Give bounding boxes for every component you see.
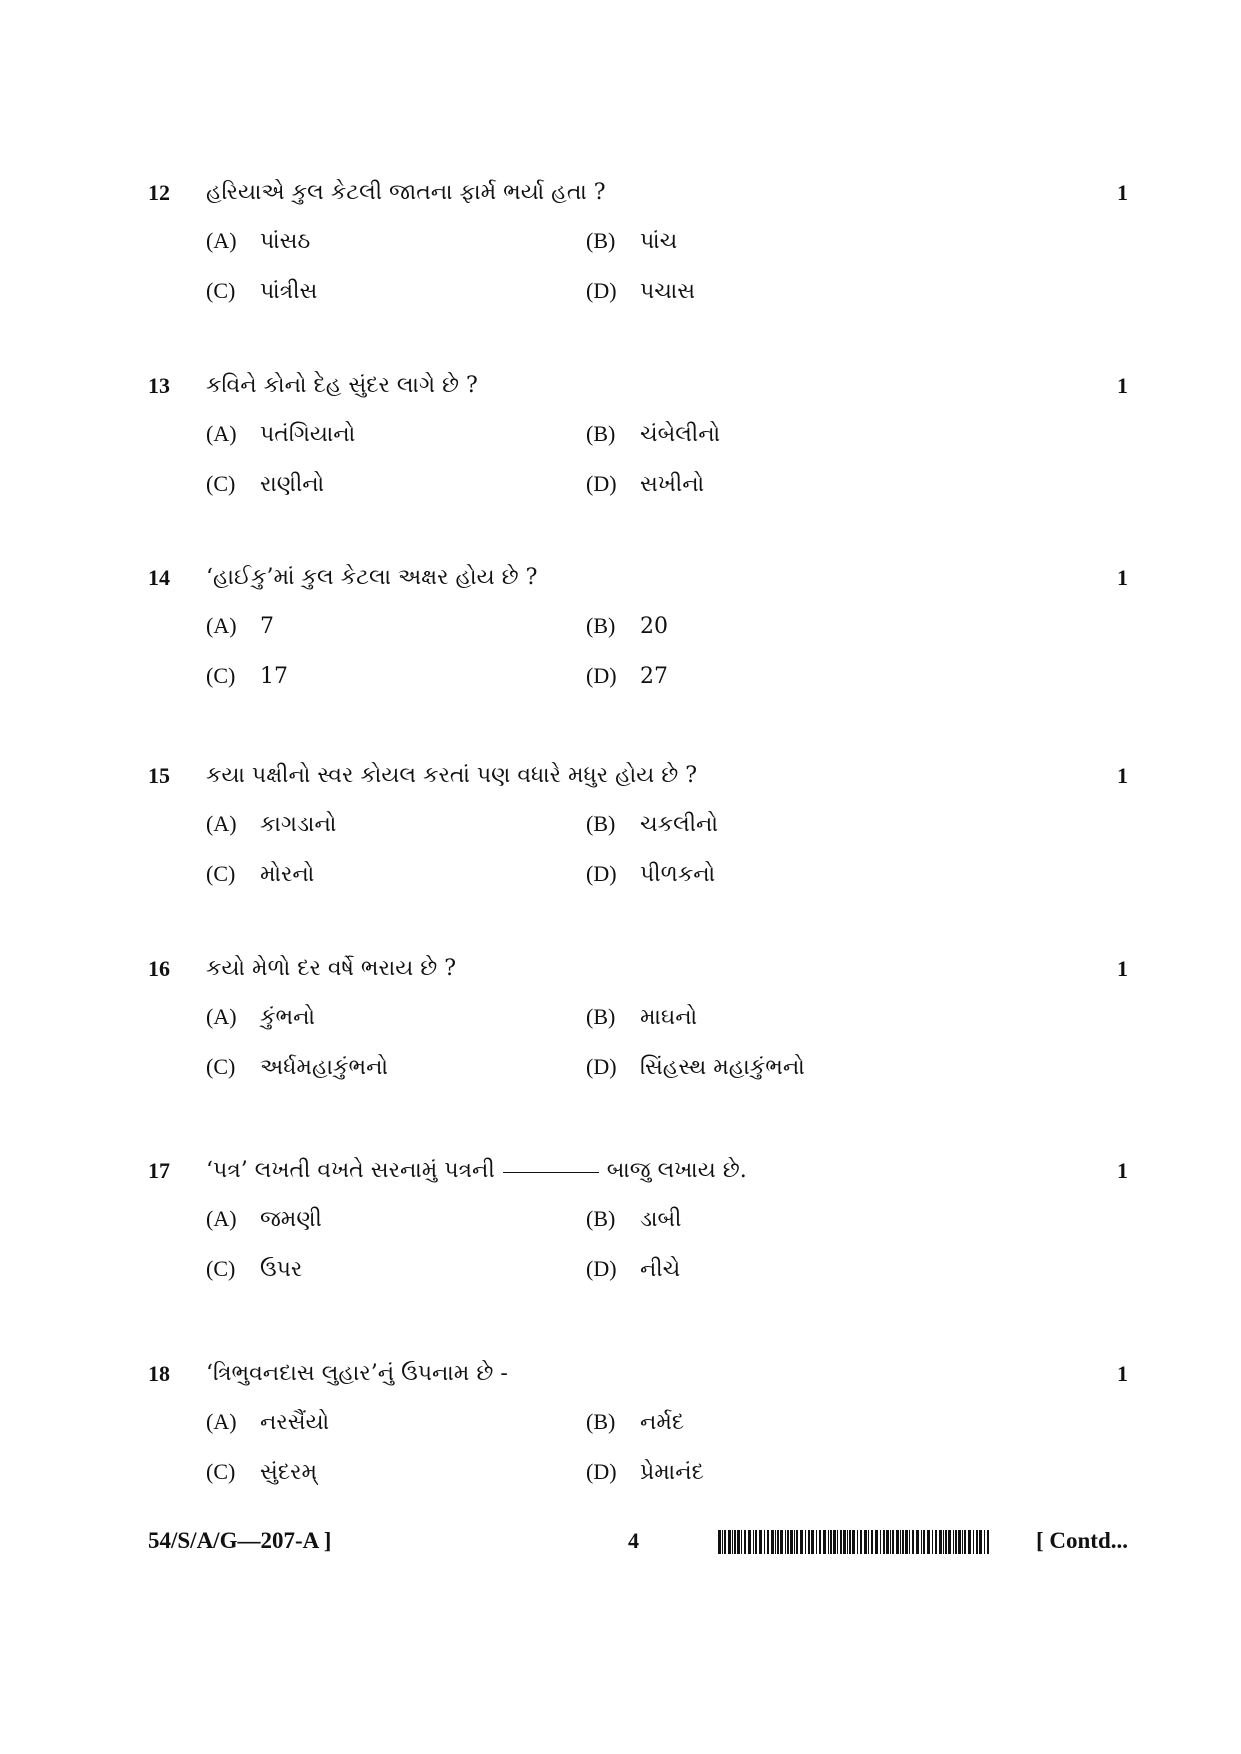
question-marks: 1 <box>1117 956 1128 981</box>
question-13 <box>148 373 1128 497</box>
option-a: (A) પતંગિયાનો <box>206 421 356 447</box>
question-number: 12 <box>148 180 170 205</box>
fill-in-blank <box>503 1172 599 1173</box>
question-text: ‘ત્રિભુવનદાસ લુહાર’નું ઉપનામ છે - <box>206 1361 508 1386</box>
option-d: (D) નીચે <box>586 1256 681 1282</box>
option-b: (B) ચકલીનો <box>586 811 718 837</box>
question-text: કવિને કોનો દેહ સુંદર લાગે છે ? <box>206 373 478 398</box>
question-marks: 1 <box>1117 763 1128 788</box>
option-b: (B) નર્મદ <box>586 1409 685 1435</box>
question-number: 14 <box>148 565 170 590</box>
option-d: (D) પચાસ <box>586 278 696 304</box>
question-text: કયા પક્ષીનો સ્વર કોયલ કરતાં પણ વધારે મધુર હોય છે ? <box>206 763 698 788</box>
option-a: (A) નરસૈંયો <box>206 1409 330 1435</box>
option-d: (D) પ્રેમાનંદ <box>586 1459 704 1485</box>
question-text <box>206 1158 747 1183</box>
question-number: 18 <box>148 1361 170 1386</box>
continued-label: [ Contd... <box>1035 1528 1128 1553</box>
paper-code: 54/S/A/G—207-A ] <box>148 1528 332 1553</box>
question-12 <box>148 180 1128 304</box>
question-text-before: ‘પત્ર’ લખતી વખતે સરનામું પત્રની <box>206 1158 495 1183</box>
option-b: (B) પાંચ <box>586 228 678 254</box>
question-15 <box>148 763 1128 887</box>
question-text: હરિયાએ કુલ કેટલી જાતના ફાર્મ ભર્યા હતા ? <box>206 180 606 205</box>
question-text: ‘હાઈકુ’માં કુલ કેટલા અક્ષર હોય છે ? <box>206 565 538 590</box>
question-number: 13 <box>148 373 170 398</box>
option-c: (C) ઉપર <box>206 1256 303 1282</box>
question-marks: 1 <box>1117 180 1128 205</box>
question-marks: 1 <box>1117 373 1128 398</box>
option-d: (D) પીળકનો <box>586 861 716 887</box>
question-18 <box>148 1361 1128 1485</box>
option-c: (C) પાંત્રીસ <box>206 278 318 304</box>
option-a: (A) 7 <box>206 613 274 639</box>
question-marks: 1 <box>1117 1361 1128 1386</box>
option-d: (D) 27 <box>586 663 668 689</box>
question-number: 16 <box>148 956 170 981</box>
option-c: (C) 17 <box>206 663 288 689</box>
option-a: (A) જમણી <box>206 1206 322 1232</box>
page-footer <box>148 1528 1128 1568</box>
option-a: (A) કાગડાનો <box>206 811 337 837</box>
option-a: (A) પાંસઠ <box>206 228 311 254</box>
option-d: (D) સખીનો <box>586 471 705 497</box>
option-b: (B) 20 <box>586 613 668 639</box>
question-text: કયો મેળો દર વર્ષે ભરાય છે ? <box>206 956 457 981</box>
option-c: (C) સુંદરમ્ <box>206 1459 318 1485</box>
option-b: (B) માઘનો <box>586 1004 698 1030</box>
question-marks: 1 <box>1117 565 1128 590</box>
page-number: 4 <box>628 1528 639 1553</box>
option-c: (C) રાણીનો <box>206 471 325 497</box>
question-17 <box>148 1158 1128 1282</box>
option-b: (B) ચંબેલીનો <box>586 421 721 447</box>
question-marks: 1 <box>1117 1158 1128 1183</box>
option-c: (C) મોરનો <box>206 861 315 887</box>
question-text-after: બાજુ લખાય છે. <box>606 1158 747 1183</box>
option-c: (C) અર્ધમહાકુંભનો <box>206 1054 388 1080</box>
option-a: (A) કુંભનો <box>206 1004 316 1030</box>
option-b: (B) ડાબી <box>586 1206 682 1232</box>
question-16 <box>148 956 1128 1080</box>
option-d: (D) સિંહસ્થ મહાકુંભનો <box>586 1054 805 1080</box>
question-number: 15 <box>148 763 170 788</box>
question-14 <box>148 565 1128 689</box>
barcode-icon <box>718 1530 990 1554</box>
question-number: 17 <box>148 1158 170 1183</box>
